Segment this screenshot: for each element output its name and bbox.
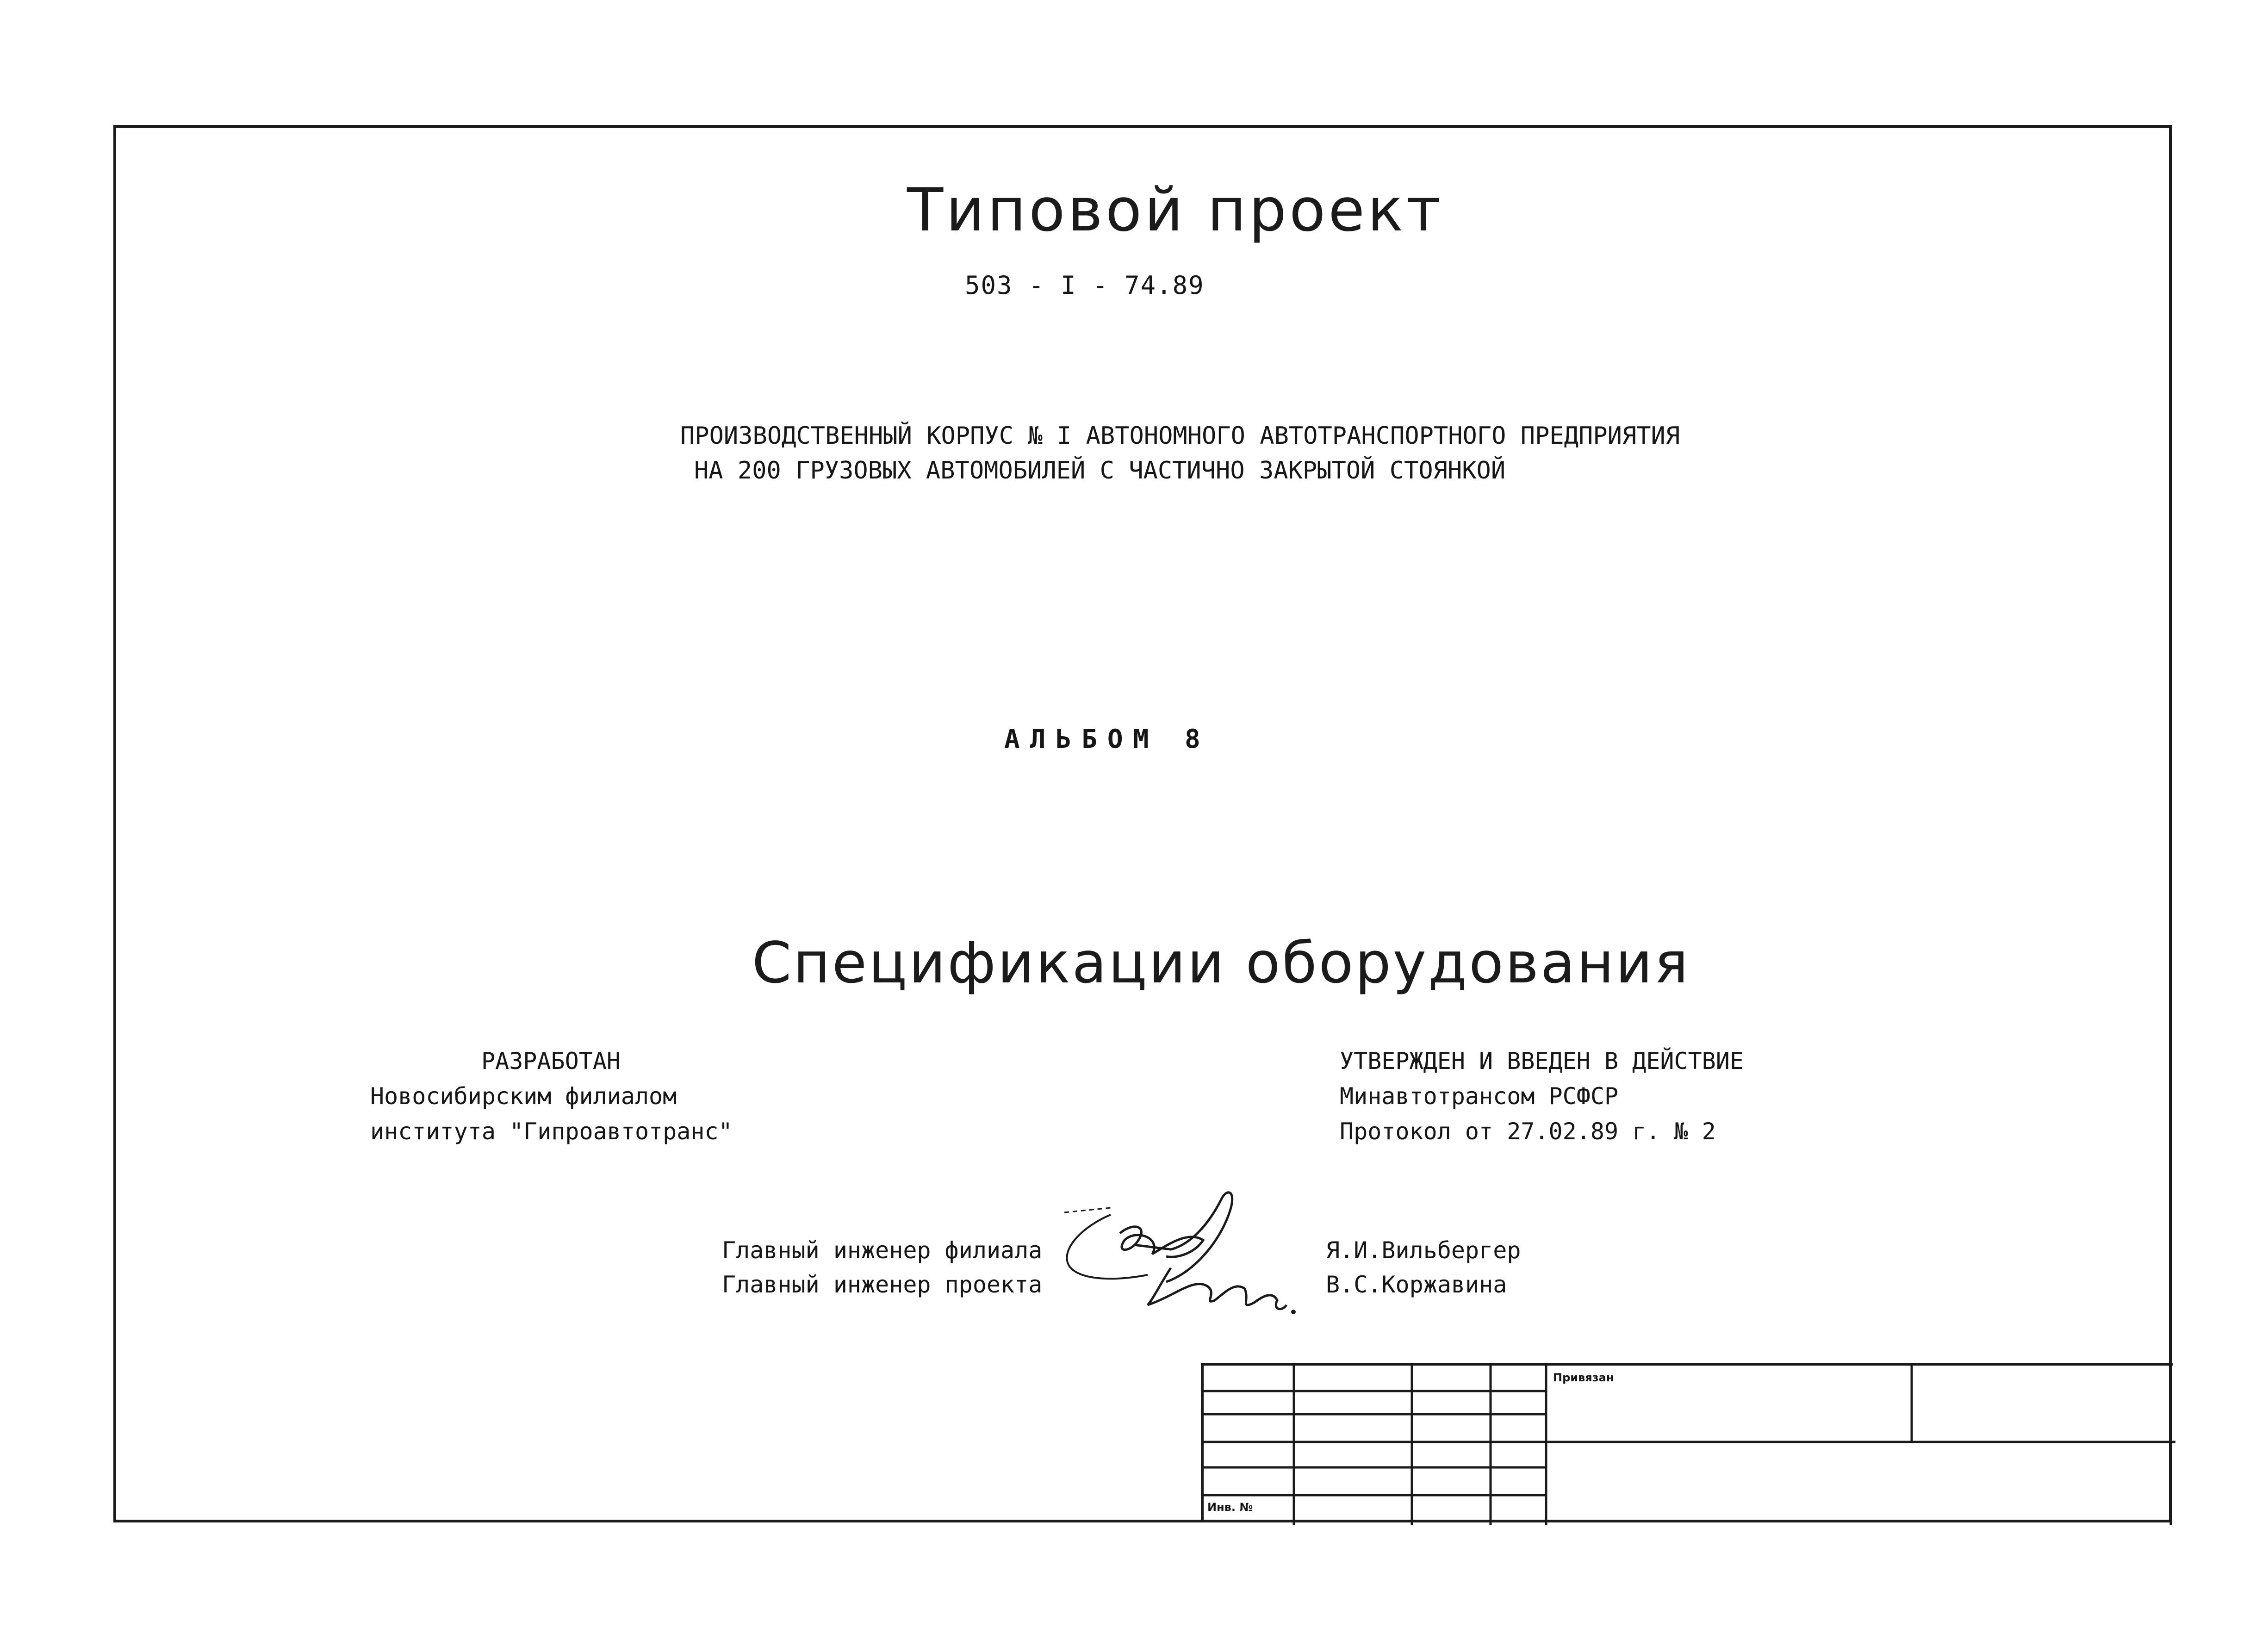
signature-role-1: Главный инженер филиала [722,1237,1043,1264]
title-block-stamp [1201,1363,2173,1522]
project-code: 503 - I - 74.89 [965,271,1205,300]
developed-line-1: Новосибирским филиалом [370,1083,677,1110]
approved-line-1: Минавтотрансом РСФСР [1340,1083,1619,1110]
approved-block [1340,1044,1744,1149]
handwritten-signature [1055,1189,1305,1328]
developed-heading: РАЗРАБОТАН [481,1048,621,1075]
approved-line-2: Протокол от 27.02.89 г. № 2 [1340,1118,1716,1145]
signature-names [1326,1233,1521,1302]
album-number: АЛЬБОМ 8 [1004,724,1211,754]
signature-name-2: В.С.Коржавина [1326,1271,1507,1298]
document-title: Спецификации оборудования [752,930,1690,996]
signature-name-1: Я.И.Вильбергер [1326,1237,1521,1264]
stamp-tied-label: Привязан [1553,1371,1614,1384]
stamp-inventory-label: Инв. № [1207,1501,1253,1514]
project-type-title: Типовой проект [907,176,1443,245]
developed-by-block [370,1044,733,1149]
approved-heading: УТВЕРЖДЕН И ВВЕДЕН В ДЕЙСТВИЕ [1340,1048,1744,1075]
developed-line-2: института "Гипроавтотранс" [370,1118,733,1145]
signature-roles [722,1233,1042,1302]
stamp-grid [1204,1366,2175,1525]
project-subject [680,419,1680,488]
signature-role-2: Главный инженер проекта [722,1271,1043,1298]
subject-line-1: ПРОИЗВОДСТВЕННЫЙ КОРПУС № I АВТОНОМНОГО АВТОТРАНСПОРТНОГО ПРЕДПРИЯТИЯ [680,422,1680,450]
subject-line-2: НА 200 ГРУЗОВЫХ АВТОМОБИЛЕЙ С ЧАСТИЧНО ЗАКРЫТОЙ СТОЯНКОЙ [694,457,1506,485]
